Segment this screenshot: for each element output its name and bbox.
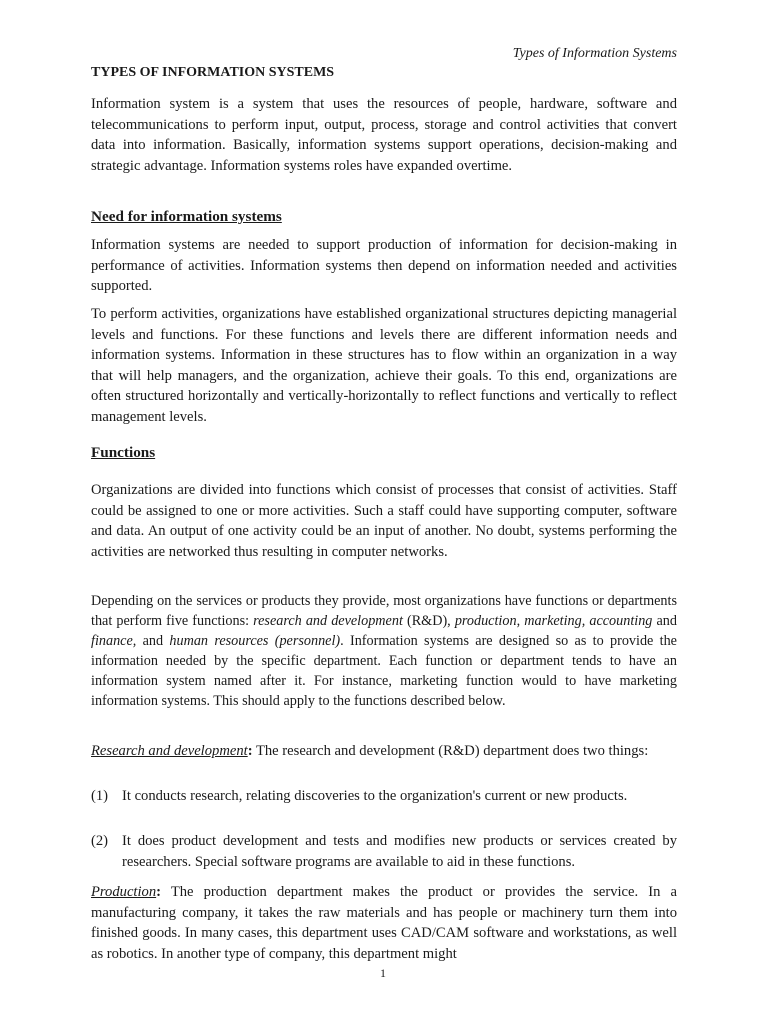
list-item — [91, 831, 677, 872]
term-finance: finance, — [91, 633, 137, 649]
term-rd: research and development — [253, 613, 403, 629]
functions-paragraph-2 — [91, 591, 677, 711]
production-colon: : — [156, 884, 161, 900]
text-run: . Information systems are designed so as to provide the information needed by the specific department. Each function or department tends to have an information system named after it. For instance, marketing function would to have marketing information systems. This should apply to the functions described below. — [91, 633, 677, 709]
list-text: It conducts research, relating discoveries to the organization's current or new products. — [122, 788, 628, 804]
running-header: Types of Information Systems — [512, 46, 677, 61]
need-paragraph-2: To perform activities, organizations have established organizational structures depicting managerial levels and functions. For these functions and levels there are different information needs and information systems. Information in these structures has to flow within an organization in a way that will help managers, and the organization, achieve their goals. To this end, organizations are often structured horizontally and vertically-horizontally to reflect functions and vertically to reflect management levels. — [91, 306, 677, 425]
rd-colon: : — [247, 743, 253, 759]
text-run: , — [516, 613, 525, 629]
text-run: Depending on the services or products they provide, most organizations have functions or departments that perform five functions: — [91, 593, 677, 629]
need-paragraph-1: Information systems are needed to support production of information for decision-making in performance of activities. Information systems then depend on information needed and activities supported. — [91, 237, 677, 294]
term-marketing-accounting: marketing, accounting — [524, 613, 653, 629]
functions-heading: Functions — [91, 444, 156, 461]
rd-paragraph — [91, 741, 677, 762]
list-number: (1) — [91, 788, 109, 804]
intro-paragraph: Information system is a system that uses the resources of people, hardware, software and telecommunications to perform input, output, process, storage and control activities that convert data into information. Basically, information systems support operations, decision-making and strategic advantage. Information systems roles have expanded overtime. — [91, 96, 677, 174]
production-text: The production department makes the product or provides the service. In a manufacturing company, it takes the raw materials and has people or machinery turn them into finished goods. In many cases, this department uses CAD/CAM software and workstations, as well as robotics. In another type of company, this department might — [91, 884, 677, 962]
text-run: (R&D), — [402, 613, 455, 629]
text-run: and — [136, 633, 170, 649]
list-text: It does product development and tests and modifies new products or services created by researchers. Special software programs are available to aid in these functions. — [122, 833, 677, 870]
rd-subheading: Research and development — [91, 743, 248, 759]
production-subheading: Production — [91, 884, 157, 900]
need-heading: Need for information systems — [91, 208, 282, 225]
list-item — [91, 786, 677, 807]
production-paragraph — [91, 882, 677, 964]
term-production: production — [454, 613, 517, 629]
text-run: and — [652, 613, 677, 629]
list-number: (2) — [91, 833, 109, 849]
page-title: TYPES OF INFORMATION SYSTEMS — [91, 65, 335, 80]
rd-text: The research and development (R&D) department does two things: — [252, 743, 649, 759]
term-hr: human resources (personnel) — [169, 633, 341, 649]
functions-paragraph-1: Organizations are divided into functions which consist of processes that consist of activities. Staff could be assigned to one or more activities. Such a staff could have supporting computer, software and data. An output of one activity could be an input of another. No doubt, systems performing the activities are networked thus resulting in computer networks. — [91, 482, 677, 560]
page-number: 1 — [380, 966, 386, 980]
